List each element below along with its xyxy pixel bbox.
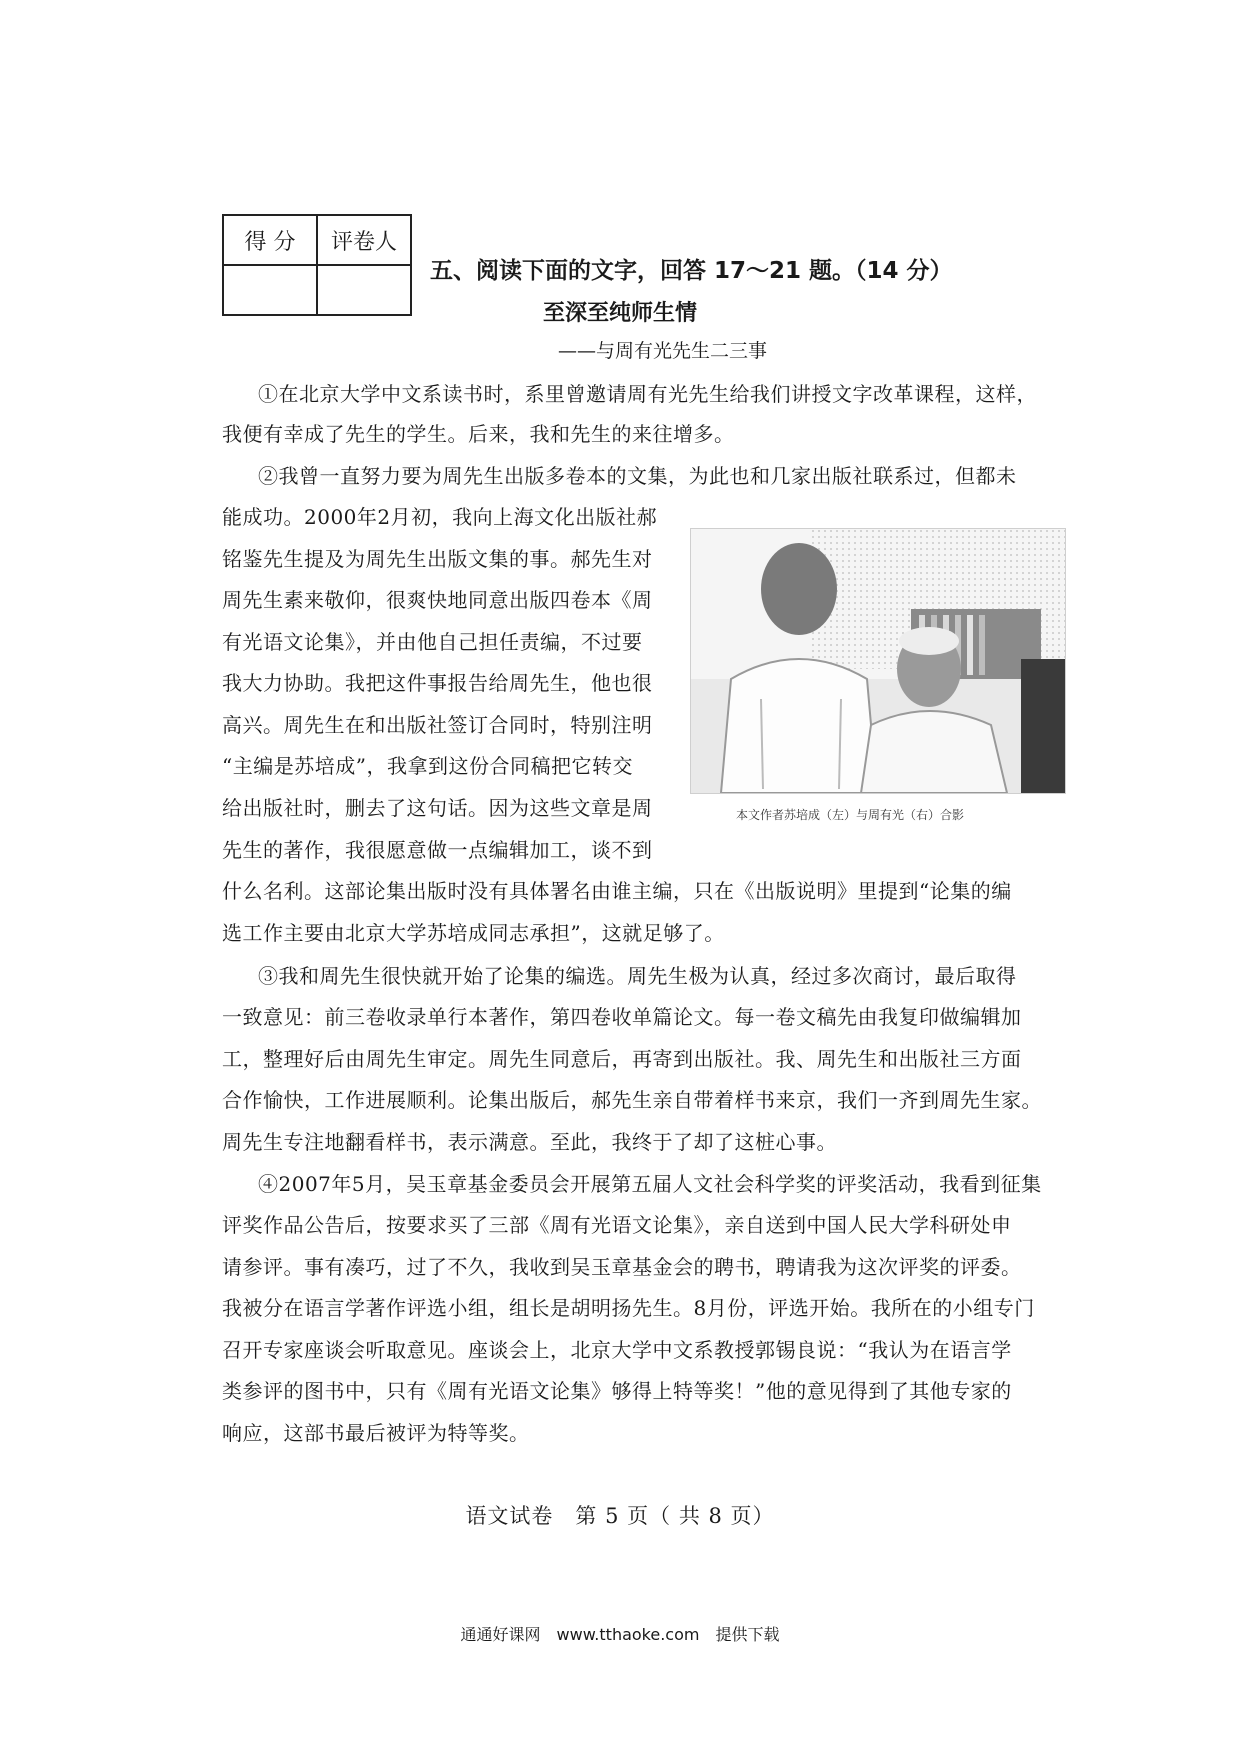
body-line: 高兴。周先生在和出版社签订合同时，特别注明: [222, 713, 653, 737]
body-line: 先生的著作，我很愿意做一点编辑加工，谈不到: [222, 838, 653, 862]
body-line: 我便有幸成了先生的学生。后来，我和先生的来往增多。: [222, 422, 735, 446]
body-line: 我大力协助。我把这件事报告给周先生，他也很: [222, 671, 653, 695]
author-photo: [690, 528, 1066, 794]
article-subtitle: ——与周有光先生二三事: [558, 340, 768, 362]
body-line: 我被分在语言学著作评选小组，组长是胡明扬先生。8月份，评选开始。我所在的小组专门: [222, 1296, 1035, 1320]
body-line: 周先生素来敬仰，很爽快地同意出版四卷本《周: [222, 588, 653, 612]
body-line: ③我和周先生很快就开始了论集的编选。周先生极为认真，经过多次商讨，最后取得: [258, 964, 1017, 988]
body-line: 召开专家座谈会听取意见。座谈会上，北京大学中文系教授郭锡良说：“我认为在语言学: [222, 1338, 1012, 1362]
body-line: 一致意见：前三卷收录单行本著作，第四卷收单篇论文。每一卷文稿先由我复印做编辑加: [222, 1005, 1022, 1029]
body-line: ④2007年5月，吴玉章基金委员会开展第五届人文社会科学奖的评奖活动，我看到征集: [258, 1172, 1042, 1196]
article-title: 至深至纯师生情: [542, 301, 697, 326]
body-line: 铭鉴先生提及为周先生出版文集的事。郝先生对: [222, 547, 653, 571]
body-line: ②我曾一直努力要为周先生出版多卷本的文集，为此也和几家出版社联系过，但都未: [258, 464, 1017, 488]
body-line: 响应，这部书最后被评为特等奖。: [222, 1421, 530, 1445]
body-line: 请参评。事有凑巧，过了不久，我收到吴玉章基金会的聘书，聘请我为这次评奖的评委。: [222, 1255, 1022, 1279]
body-line: “主编是苏培成”，我拿到这份合同稿把它转交: [222, 754, 633, 778]
page-footer: 语文试卷 第 5 页（ 共 8 页）: [465, 1504, 775, 1528]
body-line: 给出版社时，删去了这句话。因为这些文章是周: [222, 796, 653, 820]
grader-label: 评卷人: [317, 215, 411, 265]
body-line: 选工作主要由北京大学苏培成同志承担”，这就足够了。: [222, 921, 725, 945]
section-heading: 五、阅读下面的文字，回答 17～21 题。（14 分）: [430, 258, 953, 284]
score-label: 得 分: [223, 215, 317, 265]
body-line: ①在北京大学中文系读书时，系里曾邀请周有光先生给我们讲授文字改革课程，这样，: [258, 382, 1037, 406]
body-line: 什么名利。这部论集出版时没有具体署名由谁主编，只在《出版说明》里提到“论集的编: [222, 879, 1012, 903]
body-line: 能成功。2000年2月初，我向上海文化出版社郝: [222, 505, 658, 529]
photo-caption: 本文作者苏培成（左）与周有光（右）合影: [736, 808, 965, 822]
body-line: 周先生专注地翻看样书，表示满意。至此，我终于了却了这桩心事。: [222, 1130, 837, 1154]
body-line: 有光语文论集》，并由他自己担任责编，不过要: [222, 630, 643, 654]
body-line: 工，整理好后由周先生审定。周先生同意后，再寄到出版社。我、周先生和出版社三方面: [222, 1047, 1022, 1071]
download-watermark: 通通好课网 www.tthaoke.com 提供下载: [460, 1625, 780, 1644]
body-line: 类参评的图书中，只有《周有光语文论集》够得上特等奖！”他的意见得到了其他专家的: [222, 1379, 1012, 1403]
body-line: 合作愉快，工作进展顺利。论集出版后，郝先生亲自带着样书来京，我们一齐到周先生家。: [222, 1088, 1042, 1112]
body-line: 评奖作品公告后，按要求买了三部《周有光语文论集》，亲自送到中国人民大学科研处申: [222, 1213, 1012, 1237]
